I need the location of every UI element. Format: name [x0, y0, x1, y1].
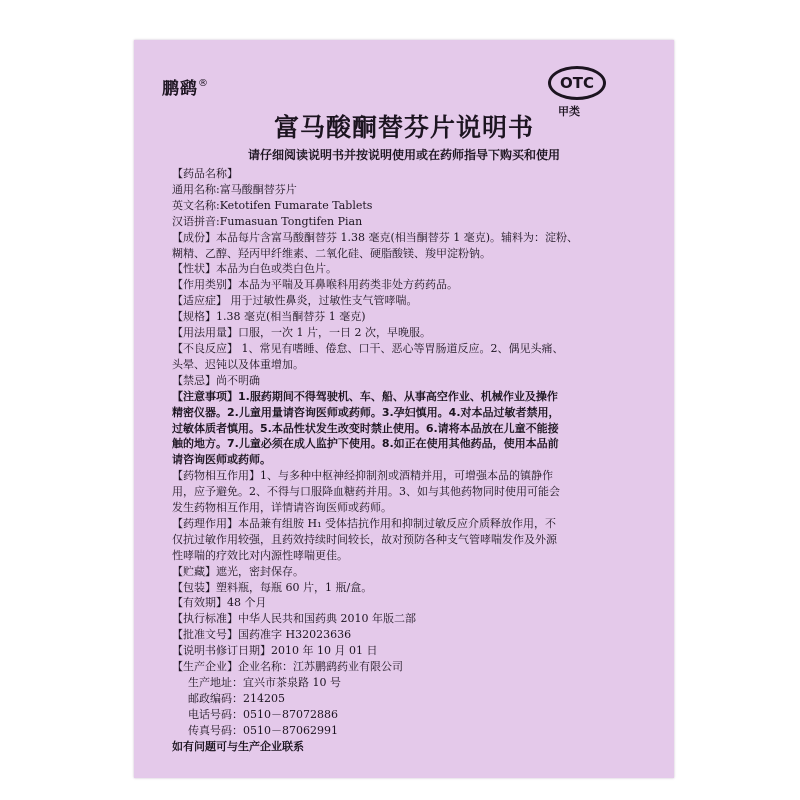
section-category: 【作用类别】本品为平喘及耳鼻喉科用药类非处方药药品。 — [172, 278, 458, 292]
section-contraindications: 【禁忌】尚不明确 — [172, 373, 260, 387]
section-indications: 【适应症】 用于过敏性鼻炎，过敏性支气管哮喘。 — [172, 294, 418, 308]
section-dosage: 【用法用量】口服，一次 1 片，一日 2 次，早晚服。 — [172, 326, 431, 340]
brand-logo-text: 鹏鹞 — [162, 79, 198, 99]
section-package: 【包装】塑料瓶，每瓶 60 片，1 瓶/盒。 — [172, 580, 373, 594]
section-precautions-cont-1: 精密仪器。2.儿童用量请咨询医师或药师。3.孕妇慎用。4.对本品过敏者禁用， — [172, 405, 560, 419]
section-adverse-reactions-cont: 头晕、迟钝以及体重增加。 — [172, 357, 304, 371]
instruction-leaflet — [134, 40, 674, 778]
section-specification: 【规格】1.38 毫克(相当酮替芬 1 毫克) — [172, 310, 366, 324]
section-precautions-cont-3: 触的地方。7.儿童必须在成人监护下使用。8.如正在使用其他药品，使用本品前 — [172, 437, 559, 451]
otc-badge — [548, 66, 606, 100]
manufacturer-address: 生产地址：宜兴市茶泉路 10 号 — [188, 676, 341, 689]
brand-logo — [162, 74, 209, 99]
section-adverse-reactions: 【不良反应】 1、常见有嗜睡、倦怠、口干、恶心等胃肠道反应。2、偶见头痛、 — [172, 341, 564, 355]
leaflet-body — [172, 166, 650, 755]
section-standard: 【执行标准】中华人民共和国药典 2010 年版二部 — [172, 612, 416, 626]
section-description: 【性状】本品为白色或类白色片。 — [172, 262, 337, 276]
section-composition-cont: 糊精、乙醇、羟丙甲纤维素、二氧化硅、硬脂酸镁、羧甲淀粉钠。 — [172, 246, 491, 260]
section-precautions-cont-4: 请咨询医师或药师。 — [172, 453, 271, 467]
section-pharmacology-cont-2: 性哮喘的疗效比对内源性哮喘更佳。 — [172, 548, 348, 562]
section-precautions-cont-2: 过敏体质者慎用。5.本品性状发生改变时禁止使用。6.请将本品放在儿童不能接 — [172, 421, 559, 435]
contact-note: 如有问题可与生产企业联系 — [172, 739, 304, 753]
manufacturer-postcode: 邮政编码：214205 — [188, 691, 285, 705]
otc-badge-text: OTC — [560, 74, 594, 92]
section-drug-name-heading: 【药品名称】 — [172, 167, 238, 180]
section-shelf-life: 【有效期】48 个月 — [172, 596, 267, 610]
document-subtitle: 请仔细阅读说明书并按说明使用或在药师指导下购买和使用 — [247, 148, 560, 162]
section-composition: 【成份】本品每片含富马酸酮替芬 1.38 毫克(相当酮替芬 1 毫克)。辅料为：淀粉、 — [172, 230, 579, 244]
section-approval-number: 【批准文号】国药准字 H32023636 — [172, 628, 352, 642]
section-interactions-cont-2: 发生药物相互作用，详情请咨询医师或药师。 — [172, 501, 392, 515]
manufacturer-fax: 传真号码：0510－87062991 — [188, 723, 338, 737]
section-precautions: 【注意事项】1.服药期间不得驾驶机、车、船、从事高空作业、机械作业及操作 — [172, 389, 558, 403]
section-storage: 【贮藏】遮光，密封保存。 — [172, 564, 304, 578]
section-pharmacology: 【药理作用】本品兼有组胺 H₁ 受体拮抗作用和抑制过敏反应介质释放作用，不 — [172, 516, 556, 530]
section-interactions: 【药物相互作用】1、与多种中枢神经抑制剂或酒精并用，可增强本品的镇静作 — [172, 469, 553, 483]
otc-class-label: 甲类 — [558, 105, 580, 118]
manufacturer-phone: 电话号码：0510－87072886 — [188, 707, 338, 721]
generic-name: 通用名称:富马酸酮替芬片 — [172, 182, 297, 196]
section-interactions-cont-1: 用，应予避免。2、不得与口服降血糖药并用。3、如与其他药物同时使用可能会 — [172, 485, 560, 499]
english-name: 英文名称:Ketotifen Fumarate Tablets — [172, 198, 373, 212]
registered-mark: ® — [198, 78, 209, 89]
document-title: 富马酸酮替芬片说明书 — [273, 113, 534, 142]
section-manufacturer: 【生产企业】企业名称：江苏鹏鹞药业有限公司 — [172, 660, 403, 674]
section-revision-date: 【说明书修订日期】2010 年 10 月 01 日 — [172, 644, 378, 658]
pinyin-name: 汉语拼音:Fumasuan Tongtifen Pian — [172, 214, 363, 228]
section-pharmacology-cont-1: 仅抗过敏作用较强，且药效持续时间较长，故对预防各种支气管哮喘发作及外源 — [172, 532, 557, 546]
